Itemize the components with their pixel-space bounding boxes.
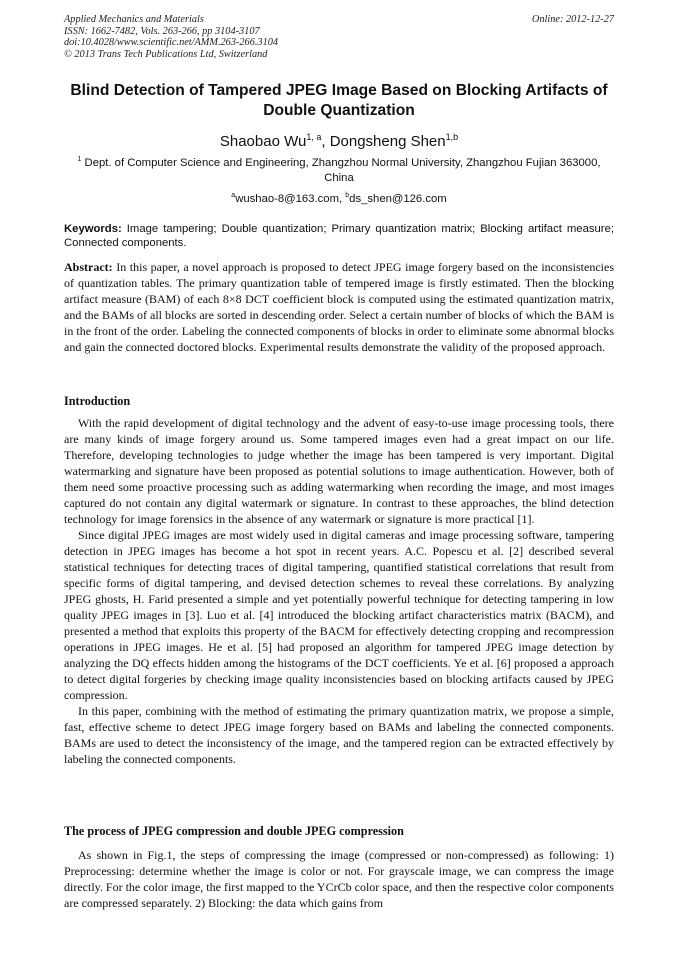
doi-line[interactable]: doi:10.4028/www.scientific.net/AMM.263-266.3104 xyxy=(64,37,279,49)
abstract-block xyxy=(64,259,614,355)
paper-title: Blind Detection of Tampered JPEG Image Based on Blocking Artifacts of Double Quantization xyxy=(70,82,608,119)
copyright-line: © 2013 Trans Tech Publications Ltd, Switzerland xyxy=(64,48,268,60)
section-heading-jpeg-compression: The process of JPEG compression and double JPEG compression xyxy=(64,824,404,838)
affiliation-text: Dept. of Computer Science and Engineering, Zhangzhou Normal University, Zhangzhou Fujian 363000, China xyxy=(81,157,601,184)
jpeg-compression-section xyxy=(64,847,614,911)
journal-header xyxy=(64,14,614,60)
paragraph: In this paper, combining with the method of estimating the primary quantization matrix, we propose a simple, fast, effective scheme to detect JPEG image forgery based on BAMs and labeling the connected components. BAMs are used to detect the inconsistency of the image, and the tampered region can be extracted effectively by labeling the connected components. xyxy=(64,704,614,766)
paragraph: Since digital JPEG images are most widely used in digital cameras and image processing software, tampering detection in JPEG images has become a hot spot in recent years. A.C. Popescu et al. [2] described several statistical techniques for detecting traces of digital tampering, quantified statistical correlations that result from specific forms of digital tampering, and devised detection schemes to reveal these correlations. By analyzing JPEG ghosts, H. Farid presented a simple and yet potentially powerful technique for detecting tampering in low quality JPEG images in [3]. Luo et al. [4] introduced the blocking artifact characteristics matrix (BACM), and presented a method that exploits this property of the BACM for effectively detecting cropping and recompression operations in JPEG images. He et al. [5] had proposed an algorithm for tampered JPEG image detection by analyzing the DQ effects hidden among the histograms of the DCT coefficients. Ye et al. [6] proposed a approach to detect digital forgeries by checking image quality inconsistencies based on blocking artifacts caused by JPEG compression. xyxy=(64,528,614,702)
paragraph: As shown in Fig.1, the steps of compressing the image (compressed or non-compressed) as following: 1) Preprocessing: determine whether the image is color or not. For grayscale image, we can compress the image directly. For the color image, the first mapped to the YCrCb color space, and then the respective color components are compressed separately. 2) Blocking: the data which gains from xyxy=(64,848,614,910)
author-line xyxy=(60,133,618,151)
keywords-text: Image tampering; Double quantization; Primary quantization matrix; Blocking artifact measure; Connected components. xyxy=(64,223,614,249)
affiliation xyxy=(64,156,614,186)
keywords-block xyxy=(64,222,614,250)
author-superscript: 1,b xyxy=(445,132,459,142)
email-superscript: a xyxy=(231,192,236,199)
affiliation-superscript: 1 xyxy=(77,156,82,163)
email-address[interactable]: wushao-8@163.com, xyxy=(235,193,346,205)
paragraph: With the rapid development of digital technology and the advent of easy-to-use image processing tools, there are many kinds of image forgery around us. Some tampered images even had a great impact on our life. Therefore, developing technologies to judge whether the image has been tampered is very important. Digital watermarking and signature have been proposed as potential solutions to image authentication. However, both of them need some proactive processing such as adding watermarking when recording the image, and most images captured do not contain any digital watermark or signature. In contrast to these approaches, the blind detection technology for image forensics in the absence of any watermark or signature is more practical [1]. xyxy=(64,416,614,526)
author-superscript: 1, a xyxy=(306,132,322,142)
abstract-label: Abstract: xyxy=(64,260,113,274)
abstract-text: In this paper, a novel approach is proposed to detect JPEG image forgery based on the inconsistencies of quantization tables. The primary quantization table of tempered image is firstly estimated. Then the blocking artifact measure (BAM) of each 8×8 DCT coefficient block is computed using the estimated quantization matrix, and the BAMs of all blocks are sorted in descending order. Select a certain number of blocks of which the BAM is in the front of the order. Labeling the connected components of blocks in order to eliminate some abnormal blocks and gain the connected doctored blocks. Experimental results demonstrate the validity of the proposed approach. xyxy=(64,260,614,354)
author-name: Shaobao Wu xyxy=(219,133,307,150)
author-emails xyxy=(60,192,618,206)
issn-line: ISSN: 1662-7482, Vols. 263-266, pp 3104-3107 xyxy=(64,25,260,37)
author-separator: , xyxy=(321,133,330,150)
journal-name: Applied Mechanics and Materials xyxy=(64,14,204,25)
online-date: Online: 2012-12-27 xyxy=(531,14,614,25)
keywords-label: Keywords: xyxy=(64,223,122,235)
email-address[interactable]: ds_shen@126.com xyxy=(349,193,447,205)
author-name: Dongsheng Shen xyxy=(329,133,446,150)
introduction-section xyxy=(64,415,614,767)
email-superscript: b xyxy=(345,192,350,199)
section-heading-introduction: Introduction xyxy=(64,394,131,408)
